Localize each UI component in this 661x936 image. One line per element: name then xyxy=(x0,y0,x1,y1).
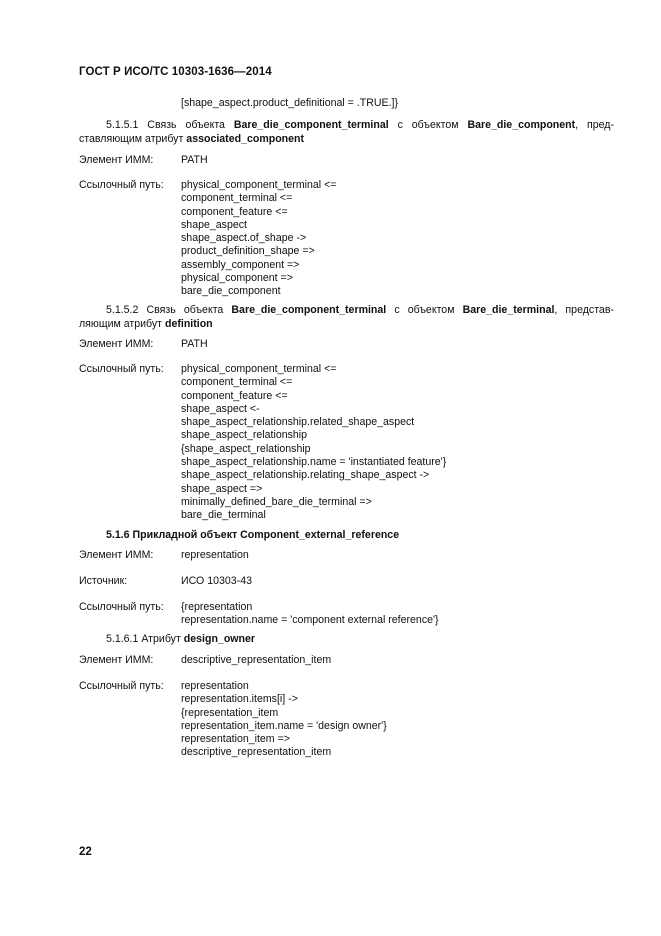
page-number: 22 xyxy=(79,846,92,858)
ref-line: component_feature <= xyxy=(181,205,288,218)
ref-line: component_feature <= xyxy=(181,389,288,402)
ref-line: shape_aspect_relationship.related_shape_aspect xyxy=(181,416,415,429)
mim-element-value: PATH xyxy=(181,154,208,166)
ref-line: representation_item => xyxy=(181,733,290,746)
intro-line: [shape_aspect.product_definitional = .TRUE.]} xyxy=(181,97,399,109)
reference-path-lines xyxy=(181,363,446,523)
ref-line: minimally_defined_bare_die_terminal => xyxy=(181,495,372,508)
mim-element-value: PATH xyxy=(181,338,208,350)
section-5-1-6-1-heading: 5.1.6.1 Атрибут design_owner xyxy=(106,633,256,645)
ref-line: descriptive_representation_item xyxy=(181,746,332,759)
ref-line: component_terminal <= xyxy=(181,376,293,389)
section-5-1-5-2-paragraph xyxy=(79,303,614,331)
ref-line: assembly_component => xyxy=(181,258,300,271)
ref-line: representation.name = 'component external reference'} xyxy=(181,614,439,627)
ref-line: shape_aspect_relationship xyxy=(181,429,308,442)
section-5-1-5-2-line1: 5.1.5.2 Связь объекта Bare_die_component_terminal с объектом Bare_die_terminal, представ- xyxy=(106,304,614,316)
ref-line: shape_aspect_relationship.name = 'instantiated feature'} xyxy=(181,456,447,469)
ref-line: {representation xyxy=(181,601,253,613)
section-5-1-5-2-line2: ляющим атрибут definition xyxy=(79,318,213,330)
mim-element-label: Элемент ИММ: xyxy=(79,549,154,561)
mim-element-label: Элемент ИММ: xyxy=(79,654,154,666)
ref-line: physical_component_terminal <= xyxy=(181,179,337,191)
reference-path-lines xyxy=(181,179,336,299)
mim-element-value: descriptive_representation_item xyxy=(181,654,332,666)
reference-path-label: Ссылочный путь: xyxy=(79,601,164,613)
ref-line: shape_aspect => xyxy=(181,482,263,495)
ref-line: physical_component => xyxy=(181,272,293,285)
ref-line: shape_aspect_relationship.relating_shape_aspect -> xyxy=(181,469,430,482)
ref-line: bare_die_component xyxy=(181,285,281,298)
ref-line: shape_aspect <- xyxy=(181,402,260,415)
ref-line: {shape_aspect_relationship xyxy=(181,442,311,455)
reference-path-label: Ссылочный путь: xyxy=(79,179,164,191)
ref-line: representation_item.name = 'design owner'} xyxy=(181,719,387,732)
ref-line: bare_die_terminal xyxy=(181,509,266,522)
section-5-1-6-heading: 5.1.6 Прикладной объект Component_external_reference xyxy=(106,529,400,541)
reference-path-lines xyxy=(181,680,387,760)
reference-path-label: Ссылочный путь: xyxy=(79,363,164,375)
reference-path-lines xyxy=(181,601,439,628)
ref-line: product_definition_shape => xyxy=(181,245,315,258)
ref-line: shape_aspect.of_shape -> xyxy=(181,232,307,245)
document-header: ГОСТ Р ИСО/ТС 10303-1636—2014 xyxy=(79,66,272,78)
section-5-1-5-1-line2: ставляющим атрибут associated_component xyxy=(79,133,305,145)
section-5-1-5-1-paragraph xyxy=(79,118,614,146)
ref-line: representation.items[i] -> xyxy=(181,693,298,706)
ref-line: shape_aspect xyxy=(181,218,247,231)
source-value: ИСО 10303-43 xyxy=(181,575,252,587)
reference-path-label: Ссылочный путь: xyxy=(79,680,164,692)
ref-line: {representation_item xyxy=(181,706,279,719)
source-label: Источник: xyxy=(79,575,128,587)
mim-element-label: Элемент ИММ: xyxy=(79,154,154,166)
mim-element-label: Элемент ИММ: xyxy=(79,338,154,350)
ref-line: representation xyxy=(181,680,249,692)
mim-element-value: representation xyxy=(181,549,249,561)
ref-line: component_terminal <= xyxy=(181,192,293,205)
ref-line: physical_component_terminal <= xyxy=(181,363,337,375)
section-5-1-5-1-line1: 5.1.5.1 Связь объекта Bare_die_component_terminal с объектом Bare_die_component, пред- xyxy=(106,119,614,131)
